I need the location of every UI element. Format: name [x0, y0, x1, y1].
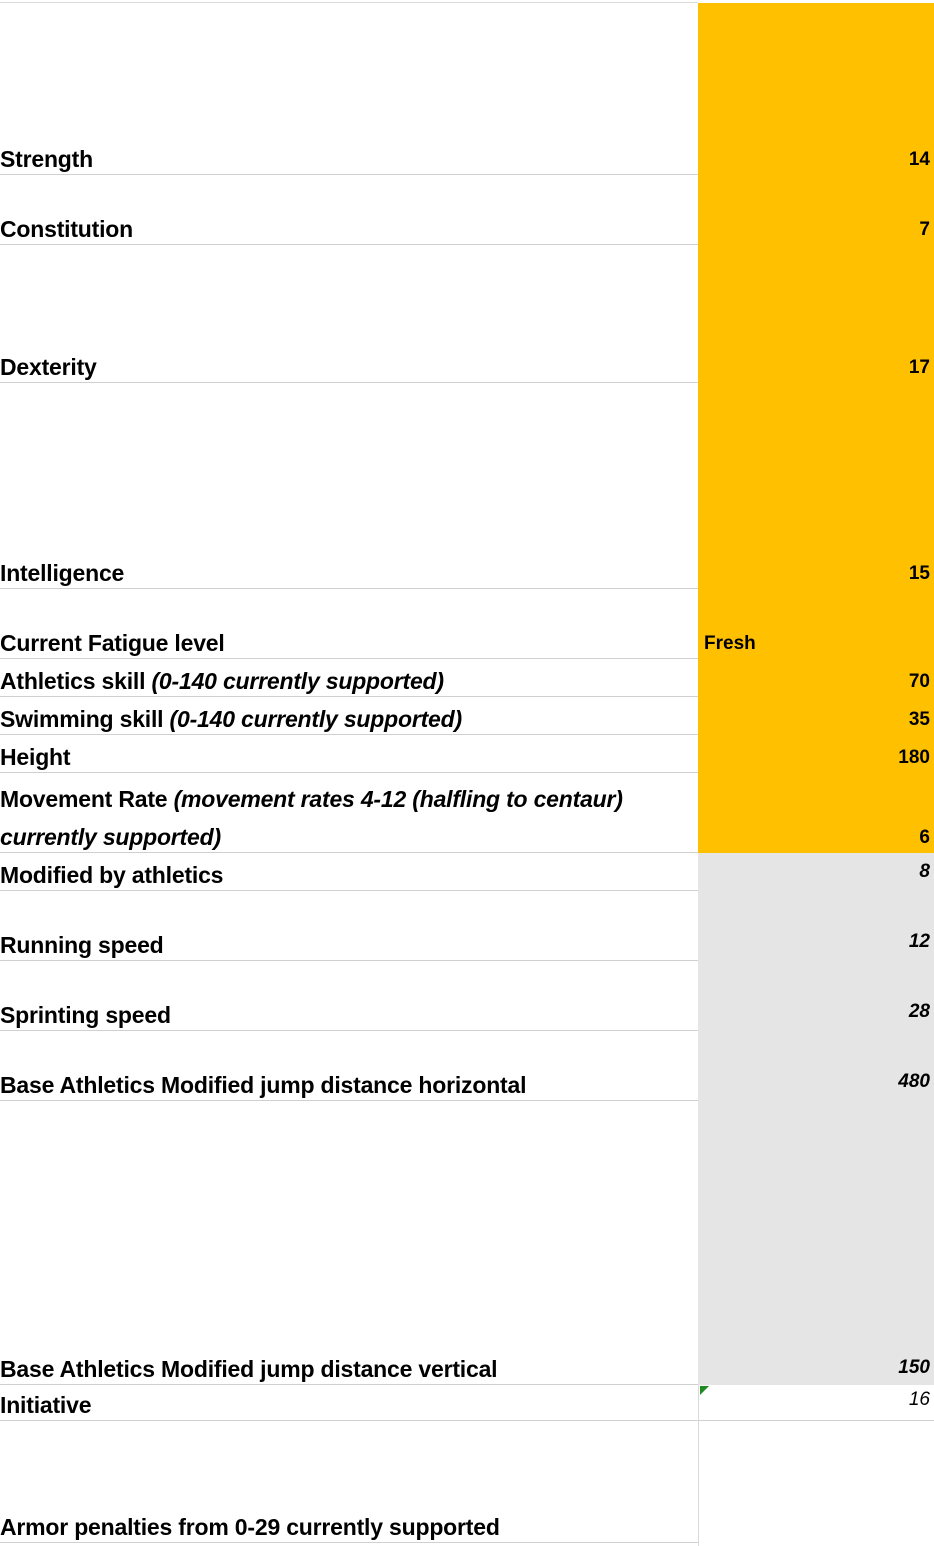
cell-label-running-speed[interactable]	[0, 891, 698, 961]
value-height: 180	[898, 747, 930, 768]
value-dexterity: 17	[908, 357, 930, 378]
cell-label-athletics[interactable]	[0, 659, 698, 697]
cell-value-movement-rate[interactable]	[698, 773, 934, 853]
label-athletics: Athletics skill	[0, 668, 152, 694]
row-jump-horizontal	[0, 1031, 934, 1101]
row-height	[0, 735, 934, 773]
cell-value-dexterity[interactable]	[698, 245, 934, 383]
cell-label-swimming[interactable]	[0, 697, 698, 735]
cell-value-jump-horizontal[interactable]	[698, 1031, 934, 1101]
cell-label-dexterity[interactable]	[0, 245, 698, 383]
cell-label-jump-horizontal[interactable]	[0, 1031, 698, 1101]
value-running-speed: 12	[908, 931, 930, 952]
value-athletics: 70	[908, 671, 930, 692]
value-fatigue: Fresh	[704, 633, 756, 654]
label-sprinting-speed: Sprinting speed	[0, 1002, 171, 1028]
label-constitution: Constitution	[0, 216, 134, 242]
label-initiative: Initiative	[0, 1392, 92, 1418]
row-jump-vertical	[0, 1101, 934, 1385]
cell-value-strength[interactable]	[698, 3, 934, 175]
cell-label-armor-penalties[interactable]	[0, 1421, 698, 1543]
row-intelligence	[0, 383, 934, 589]
row-athletics	[0, 659, 934, 697]
value-sprinting-speed: 28	[908, 1001, 930, 1022]
value-intelligence: 15	[908, 563, 930, 584]
value-swimming: 35	[908, 709, 930, 730]
row-constitution	[0, 175, 934, 245]
row-swimming	[0, 697, 934, 735]
value-initiative: 16	[908, 1389, 930, 1410]
value-jump-horizontal: 480	[898, 1071, 930, 1092]
label-jump-vertical: Base Athletics Modified jump distance vertical	[0, 1356, 498, 1382]
cell-label-modified-athletics[interactable]	[0, 853, 698, 891]
cell-label-initiative[interactable]	[0, 1385, 698, 1421]
note-movement-rate: (movement rates 4-12 (halfling to centaur)	[173, 786, 623, 812]
row-running-speed	[0, 891, 934, 961]
label-height: Height	[0, 744, 71, 770]
label-modified-athletics: Modified by athletics	[0, 862, 224, 888]
cell-value-swimming[interactable]	[698, 697, 934, 735]
value-modified-athletics: 8	[919, 861, 930, 882]
label-running-speed: Running speed	[0, 932, 164, 958]
note-athletics: (0-140 currently supported)	[151, 668, 444, 694]
cell-label-intelligence[interactable]	[0, 383, 698, 589]
note-movement-rate-cont: currently supported)	[0, 824, 221, 850]
cell-label-movement-rate[interactable]	[0, 773, 698, 853]
cell-value-fatigue[interactable]	[698, 589, 934, 659]
row-initiative	[0, 1385, 934, 1421]
label-dexterity: Dexterity	[0, 354, 97, 380]
row-armor-penalties	[0, 1421, 934, 1543]
cell-value-sprinting-speed[interactable]	[698, 961, 934, 1031]
label-armor-penalties: Armor penalties from 0-29 currently supported	[0, 1514, 500, 1540]
row-movement-rate	[0, 773, 934, 853]
cell-value-jump-vertical[interactable]	[698, 1101, 934, 1385]
cell-label-sprinting-speed[interactable]	[0, 961, 698, 1031]
row-sprinting-speed	[0, 961, 934, 1031]
value-constitution: 7	[919, 219, 930, 240]
label-intelligence: Intelligence	[0, 560, 125, 586]
cell-value-armor-penalties[interactable]	[698, 1421, 934, 1543]
cell-value-constitution[interactable]	[698, 175, 934, 245]
cell-value-modified-athletics[interactable]	[698, 853, 934, 891]
label-fatigue: Current Fatigue level	[0, 630, 225, 656]
cell-label-strength[interactable]	[0, 3, 698, 175]
cell-label-constitution[interactable]	[0, 175, 698, 245]
label-jump-horizontal: Base Athletics Modified jump distance horizontal	[0, 1072, 527, 1098]
cell-label-jump-vertical[interactable]	[0, 1101, 698, 1385]
label-strength: Strength	[0, 146, 93, 172]
value-movement-rate: 6	[919, 827, 930, 848]
cell-label-height[interactable]	[0, 735, 698, 773]
label-swimming: Swimming skill	[0, 706, 170, 732]
cell-value-athletics[interactable]	[698, 659, 934, 697]
cell-value-running-speed[interactable]	[698, 891, 934, 961]
row-dexterity	[0, 245, 934, 383]
cell-label-fatigue[interactable]	[0, 589, 698, 659]
value-strength: 14	[908, 149, 930, 170]
cell-value-intelligence[interactable]	[698, 383, 934, 589]
row-fatigue	[0, 589, 934, 659]
row-strength	[0, 3, 934, 175]
value-jump-vertical: 150	[898, 1357, 930, 1378]
label-movement-rate: Movement Rate	[0, 786, 174, 812]
column-divider	[698, 1385, 699, 1546]
cell-value-height[interactable]	[698, 735, 934, 773]
note-swimming: (0-140 currently supported)	[169, 706, 462, 732]
cell-value-initiative[interactable]	[698, 1385, 934, 1421]
row-modified-athletics	[0, 853, 934, 891]
comment-marker-icon[interactable]	[700, 1386, 709, 1395]
